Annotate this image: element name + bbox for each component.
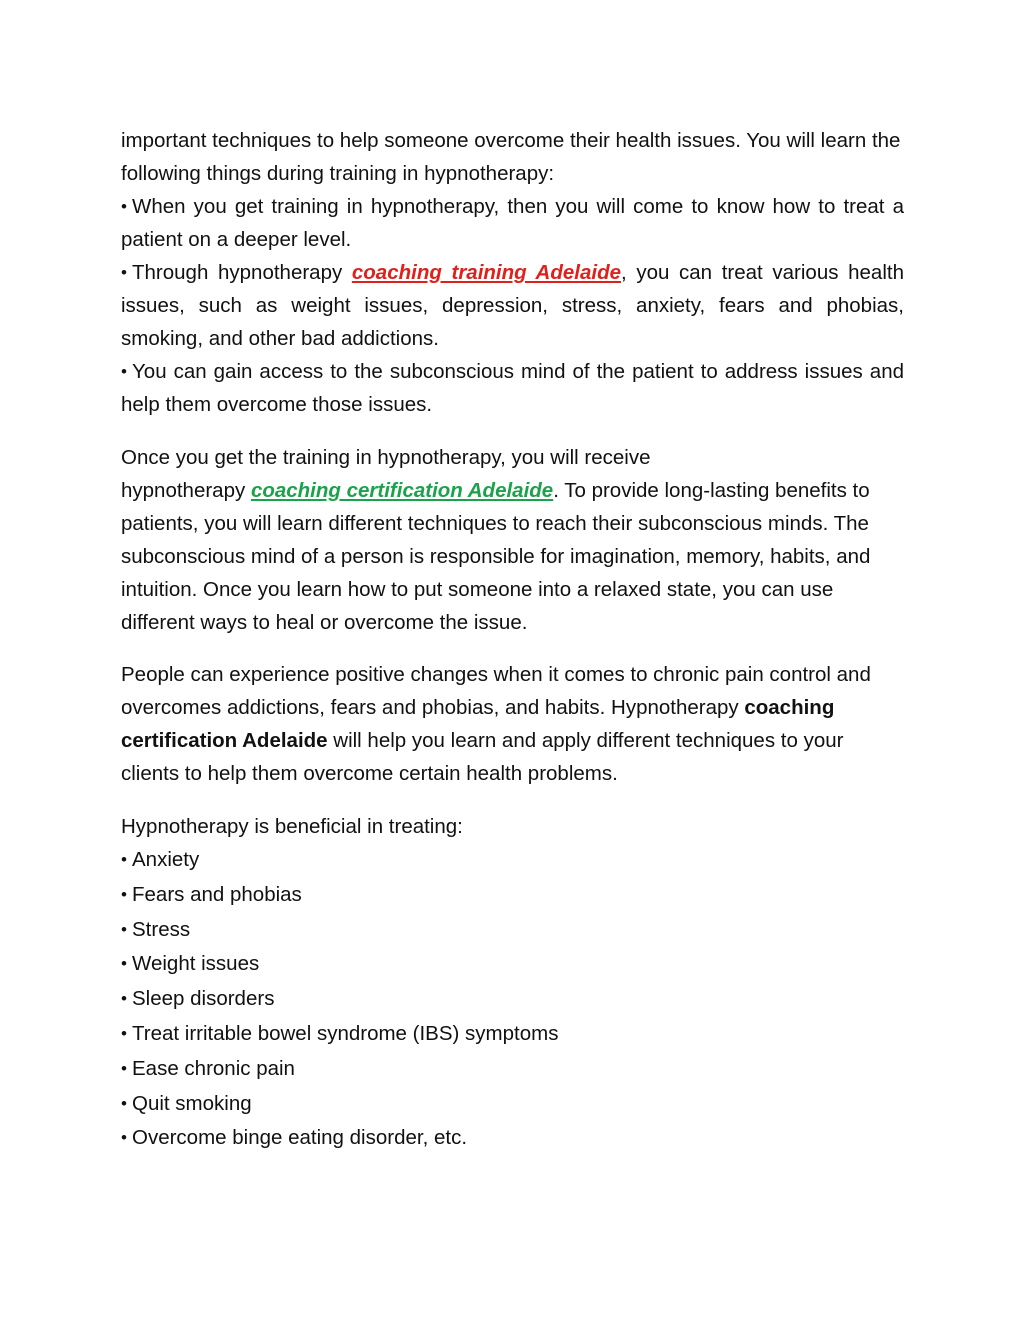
treating-item-text: Quit smoking	[132, 1091, 252, 1115]
learn-list	[121, 190, 904, 421]
treating-item-text: Anxiety	[132, 848, 200, 871]
treating-list	[121, 843, 904, 1156]
treating-item-text: Sleep disorders	[132, 987, 275, 1011]
learn-item-text: You can gain access to the subconscious mind of the patient to address issues and help them overcome those issues.	[121, 360, 904, 416]
treating-list-item	[121, 1121, 904, 1156]
certification-text: . To provide long-lasting benefits to patients, you will learn different techniques to reach their subconscious minds. The subconscious mind of a person is responsible for imagination, memory, habits, and intuition. Once you learn how to put someone into a relaxed state, you can use different ways to heal or overcome the issue.	[121, 479, 871, 634]
treating-list-item	[121, 1087, 904, 1122]
document-page	[121, 124, 904, 1156]
changes-text: will help you learn and apply different techniques to your clients to help them overcome certain health problems.	[121, 729, 844, 785]
bullet-icon: •	[121, 362, 127, 381]
changes-paragraph	[121, 658, 904, 790]
beneficial-heading: Hypnotherapy is beneficial in treating:	[121, 815, 463, 838]
treating-item-text: Stress	[132, 917, 191, 941]
bold-keyword: coaching certification Adelaide	[121, 696, 835, 752]
learn-item-text: Through hypnotherapy	[132, 261, 352, 284]
bullet-icon: •	[121, 263, 127, 282]
learn-item-text: , you can treat various health issues, such as weight issues, depression, stress, anxiety, fears and phobias, smoking, and other bad addictions.	[121, 261, 904, 350]
treating-list-item	[121, 1017, 904, 1052]
changes-text: People can experience positive changes when it comes to chronic pain control and overcomes addictions, fears and phobias, and habits. Hypnotherapy	[121, 663, 871, 719]
bullet-icon: •	[121, 919, 127, 939]
learn-list-item	[121, 190, 904, 256]
treating-item-text: Ease chronic pain	[132, 1056, 295, 1080]
treating-list-item	[121, 913, 904, 948]
treating-item-text: Weight issues	[132, 952, 260, 976]
treating-list-item	[121, 947, 904, 982]
treating-item-text: Overcome binge eating disorder, etc.	[132, 1126, 468, 1150]
bullet-icon: •	[121, 1128, 127, 1148]
intro-paragraph: important techniques to help someone overcome their health issues. You will learn the following things during training in hypnotherapy:	[121, 129, 901, 185]
coaching-certification-link[interactable]: coaching certification Adelaide	[250, 479, 554, 502]
learn-item-text: When you get training in hypnotherapy, then you will come to know how to treat a patient on a deeper level.	[121, 195, 904, 251]
certification-line: Once you get the training in hypnotherapy, you will receive	[121, 446, 651, 469]
treating-item-text: Fears and phobias	[132, 882, 302, 906]
learn-list-item	[121, 355, 904, 421]
bullet-icon: •	[121, 197, 127, 216]
coaching-training-link[interactable]: coaching training Adelaide	[351, 261, 621, 284]
treating-list-item	[121, 843, 904, 878]
bullet-icon: •	[121, 850, 127, 869]
treating-item-text: Treat irritable bowel syndrome (IBS) symptoms	[132, 1021, 559, 1045]
bullet-icon: •	[121, 1023, 127, 1043]
learn-list-item	[121, 256, 904, 355]
certification-paragraph	[121, 441, 904, 639]
certification-text: hypnotherapy	[121, 479, 251, 502]
treating-list-item	[121, 878, 904, 913]
treating-list-item	[121, 982, 904, 1017]
bullet-icon: •	[121, 989, 127, 1009]
treating-list-item	[121, 1052, 904, 1087]
bullet-icon: •	[121, 1093, 127, 1113]
bullet-icon: •	[121, 884, 127, 904]
bullet-icon: •	[121, 1058, 127, 1078]
bullet-icon: •	[121, 954, 127, 974]
